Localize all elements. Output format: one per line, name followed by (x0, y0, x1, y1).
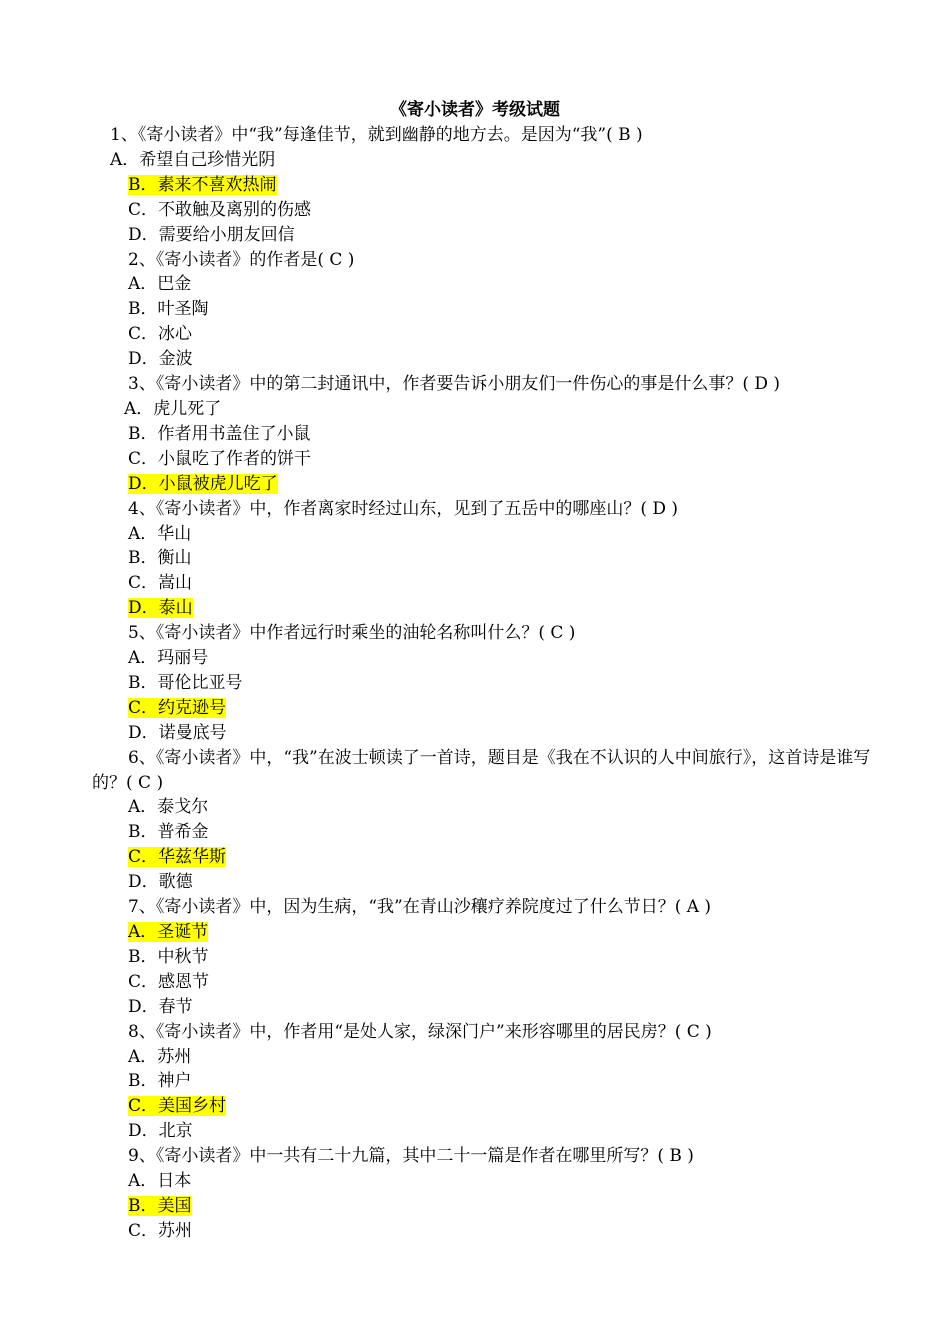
answer-mark: ( A ) (674, 897, 712, 918)
option-text: A．玛丽号 (128, 648, 209, 669)
question-4 (92, 497, 872, 522)
option-text: B．中秋节 (128, 946, 209, 967)
option-text: D．需要给小朋友回信 (128, 224, 295, 245)
question-1 (92, 123, 872, 148)
answer-mark: ( B ) (657, 1146, 694, 1167)
question-5 (92, 621, 872, 646)
option-text: C．小鼠吃了作者的饼干 (128, 448, 312, 469)
option-text: B．哥伦比亚号 (128, 672, 243, 693)
document-title: 《寄小读者》考级试题 (390, 100, 560, 120)
option-text: D．歌德 (128, 872, 193, 893)
question-9 (92, 1144, 872, 1169)
question-text: 7、《寄小读者》中，因为生病，“我”在青山沙穰疗养院度过了什么节日？ (128, 897, 675, 918)
option (92, 870, 872, 895)
option (92, 223, 872, 248)
question-text: 3、《寄小读者》中的第二封通讯中，作者要告诉小朋友们一件伤心的事是什么事？ (128, 374, 743, 395)
option-text: C．不敢触及离别的伤感 (128, 199, 312, 220)
option-text: A．巴金 (128, 274, 192, 295)
question-6 (92, 746, 872, 796)
option-text-highlighted: C．约克逊号 (128, 697, 227, 718)
option-correct (92, 920, 872, 945)
option-text-highlighted: B．美国 (128, 1195, 192, 1216)
option (92, 671, 872, 696)
option (92, 820, 872, 845)
question-text: 1、《寄小读者》中“我”每逢佳节，就到幽静的地方去。是因为“我” (110, 125, 607, 145)
option-correct (92, 596, 872, 621)
question-text: 6、《寄小读者》中，“我”在波士顿读了一首诗，题目是《我在不认识的人中间旅行》，这首诗是谁写的？ (92, 747, 871, 793)
option (92, 646, 872, 671)
option-correct (92, 1094, 872, 1119)
option (92, 1169, 872, 1194)
option (92, 198, 872, 223)
option-text: A．虎儿死了 (124, 398, 222, 419)
option (92, 1219, 872, 1244)
option-text: A．希望自己珍惜光阴 (110, 149, 276, 170)
option (92, 546, 872, 571)
option-correct (92, 696, 872, 721)
option (92, 347, 872, 372)
option-text-highlighted: C．美国乡村 (128, 1096, 227, 1117)
option-text-highlighted: B．素来不喜欢热闹 (128, 174, 277, 195)
answer-mark: ( C ) (126, 772, 164, 793)
option-text: B．普希金 (128, 822, 209, 843)
option-text: D．北京 (128, 1121, 193, 1142)
option-correct (92, 173, 872, 198)
option (92, 970, 872, 995)
option-text-highlighted: D．小鼠被虎儿吃了 (128, 473, 278, 494)
option (92, 1045, 872, 1070)
answer-mark: ( D ) (742, 374, 781, 395)
option-text: D．金波 (128, 349, 193, 370)
question-2 (92, 248, 872, 273)
option-text: C．苏州 (128, 1220, 193, 1241)
option-text: A．苏州 (128, 1046, 192, 1067)
answer-mark: ( C ) (317, 249, 355, 270)
option-text: C．感恩节 (128, 971, 210, 992)
option (92, 322, 872, 347)
option (92, 721, 872, 746)
option-correct (92, 845, 872, 870)
option (92, 422, 872, 447)
answer-mark: ( C ) (674, 1021, 712, 1042)
answer-mark: ( B ) (606, 125, 643, 145)
question-7 (92, 895, 872, 920)
option (92, 447, 872, 472)
option (92, 1119, 872, 1144)
option-text: D．诺曼底号 (128, 722, 227, 743)
option-correct (92, 472, 872, 497)
question-3 (92, 372, 872, 397)
option (92, 1069, 872, 1094)
option-text: A．华山 (128, 523, 192, 544)
question-text: 4、《寄小读者》中，作者离家时经过山东，见到了五岳中的哪座山？ (128, 498, 641, 519)
option-text: D．春节 (128, 996, 193, 1017)
option-text: C．嵩山 (128, 573, 193, 594)
question-8 (92, 1020, 872, 1045)
question-text: 8、《寄小读者》中，作者用“是处人家，绿深门户”来形容哪里的居民房？ (128, 1021, 675, 1042)
option (92, 995, 872, 1020)
question-text: 2、《寄小读者》的作者是 (128, 249, 318, 270)
option (92, 522, 872, 547)
option-correct (92, 1194, 872, 1219)
question-text: 5、《寄小读者》中作者远行时乘坐的油轮名称叫什么？ (128, 623, 539, 644)
option (92, 397, 872, 422)
option (92, 272, 872, 297)
answer-mark: ( D ) (640, 498, 679, 519)
option-text: A．泰戈尔 (128, 797, 209, 818)
option-text: C．冰心 (128, 324, 193, 345)
option (92, 945, 872, 970)
option (92, 297, 872, 322)
option-text: B．作者用书盖住了小鼠 (128, 423, 311, 444)
option (92, 795, 872, 820)
option (92, 571, 872, 596)
answer-mark: ( C ) (538, 623, 576, 644)
option-text-highlighted: C．华兹华斯 (128, 847, 227, 868)
option (92, 148, 872, 173)
option-text: B．叶圣陶 (128, 299, 209, 320)
option-text-highlighted: A．圣诞节 (128, 922, 209, 942)
question-list (92, 123, 872, 1244)
option-text-highlighted: D．泰山 (128, 598, 193, 619)
question-text: 9、《寄小读者》中一共有二十九篇，其中二十一篇是作者在哪里所写？ (128, 1146, 658, 1167)
option-text: B．衡山 (128, 548, 192, 569)
option-text: A．日本 (128, 1171, 192, 1192)
option-text: B．神户 (128, 1071, 192, 1092)
